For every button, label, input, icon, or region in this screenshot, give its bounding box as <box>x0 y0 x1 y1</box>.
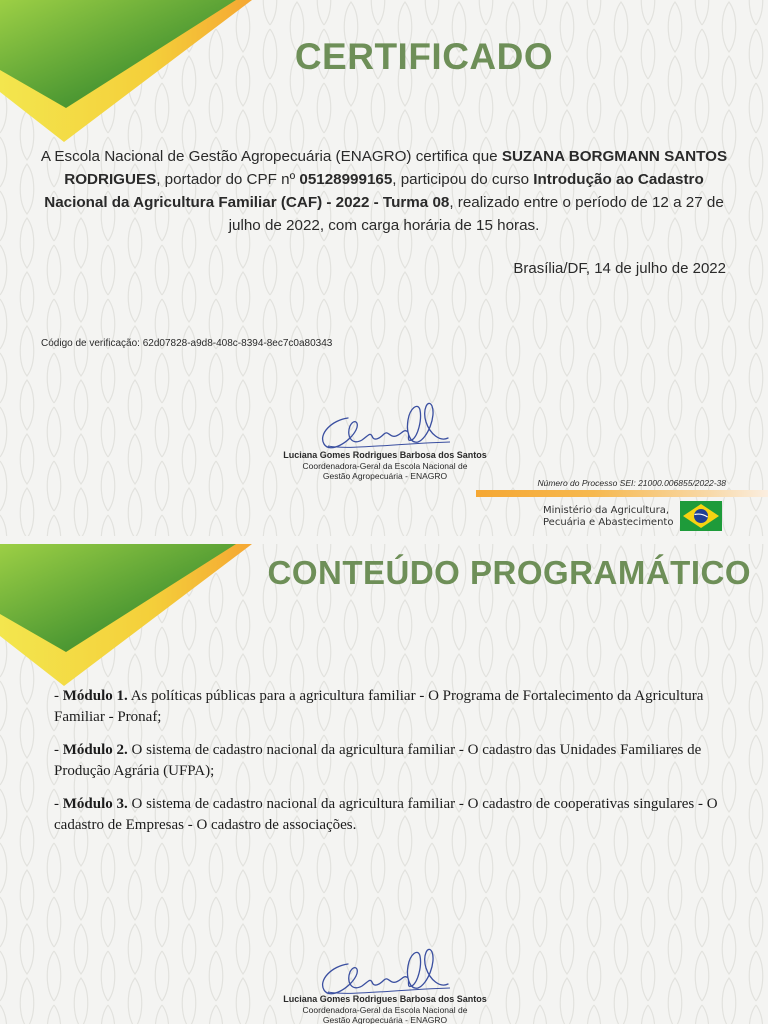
period-text: , realizado entre o período de 12 a 27 de julho de 2022, com carga horária de 15 horas. <box>228 194 724 234</box>
list-item: - Módulo 2. O sistema de cadastro nacional da agricultura familiar - O cadastro das Unidades Familiares de Produção Agrária (UFPA); <box>54 742 702 779</box>
module-label: Módulo 1. <box>62 688 128 704</box>
verification-code: Código de verificação: 62d07828-a9d8-408c-8394-8ec7c0a80343 <box>41 338 333 349</box>
signer-block <box>240 450 530 481</box>
module-list <box>54 686 724 848</box>
place-date: Brasília/DF, 14 de julho de 2022 <box>513 260 726 277</box>
signer-block <box>240 994 530 1024</box>
brazil-flag-icon <box>680 501 722 531</box>
cpf-text: , portador do CPF nº <box>156 171 300 188</box>
list-item: - Módulo 1. As políticas públicas para a agricultura familiar - O Programa de Fortalecimento da Agricultura Familiar - Pronaf; <box>54 688 704 725</box>
module-text: O sistema de cadastro nacional da agricultura familiar - O cadastro das Unidades Familiares de Produção Agrária (UFPA); <box>54 742 702 779</box>
intro-text: A Escola Nacional de Gestão Agropecuária (ENAGRO) certifica que <box>40 148 502 165</box>
corner-decoration <box>0 544 260 694</box>
module-text: As políticas públicas para a agricultura familiar - O Programa de Fortalecimento da Agricultura Familiar - Pronaf; <box>54 688 704 725</box>
module-label: Módulo 2. <box>62 742 128 758</box>
signature-image <box>310 398 460 456</box>
ministry-line2: Pecuária e Abastecimento <box>543 517 674 528</box>
list-item: - Módulo 3. O sistema de cadastro nacional da agricultura familiar - O cadastro de cooperativas singulares - O cadastro de Empresas - O cadastro de associações. <box>54 796 718 833</box>
syllabus-page <box>0 544 768 1024</box>
student-name: SUZANA BORGMANN SANTOS RODRIGUES <box>64 148 728 188</box>
syllabus-title: CONTEÚDO PROGRAMÁTICO <box>267 554 751 591</box>
course-text: , participou do curso <box>392 171 534 188</box>
course-name: Introdução ao Cadastro Nacional da Agricultura Familiar (CAF) - 2022 - Turma 08 <box>44 171 704 211</box>
signer-name: Luciana Gomes Rodrigues Barbosa dos Santos <box>283 994 487 1004</box>
signer-role-line2: Gestão Agropecuária - ENAGRO <box>322 1015 448 1024</box>
module-text: O sistema de cadastro nacional da agricultura familiar - O cadastro de cooperativas singulares - O cadastro de Empresas - O cadastro de associações. <box>54 796 718 833</box>
ministry-line1: Ministério da Agricultura, <box>543 505 670 516</box>
certificate-body <box>40 145 728 237</box>
certificate-title: CERTIFICADO <box>294 36 554 77</box>
cpf-number: 05128999165 <box>299 171 393 188</box>
process-number: Número do Processo SEI: 21000.006855/2022-38 <box>537 478 726 488</box>
signer-role-line2: Gestão Agropecuária - ENAGRO <box>322 471 448 481</box>
module-label: Módulo 3. <box>62 796 128 812</box>
signer-role-line1: Coordenadora-Geral da Escola Nacional de <box>302 1005 468 1015</box>
ministry-label <box>543 505 673 529</box>
orange-footer-bar <box>476 490 768 497</box>
signer-name: Luciana Gomes Rodrigues Barbosa dos Santos <box>283 450 487 460</box>
signer-role-line1: Coordenadora-Geral da Escola Nacional de <box>302 461 468 471</box>
